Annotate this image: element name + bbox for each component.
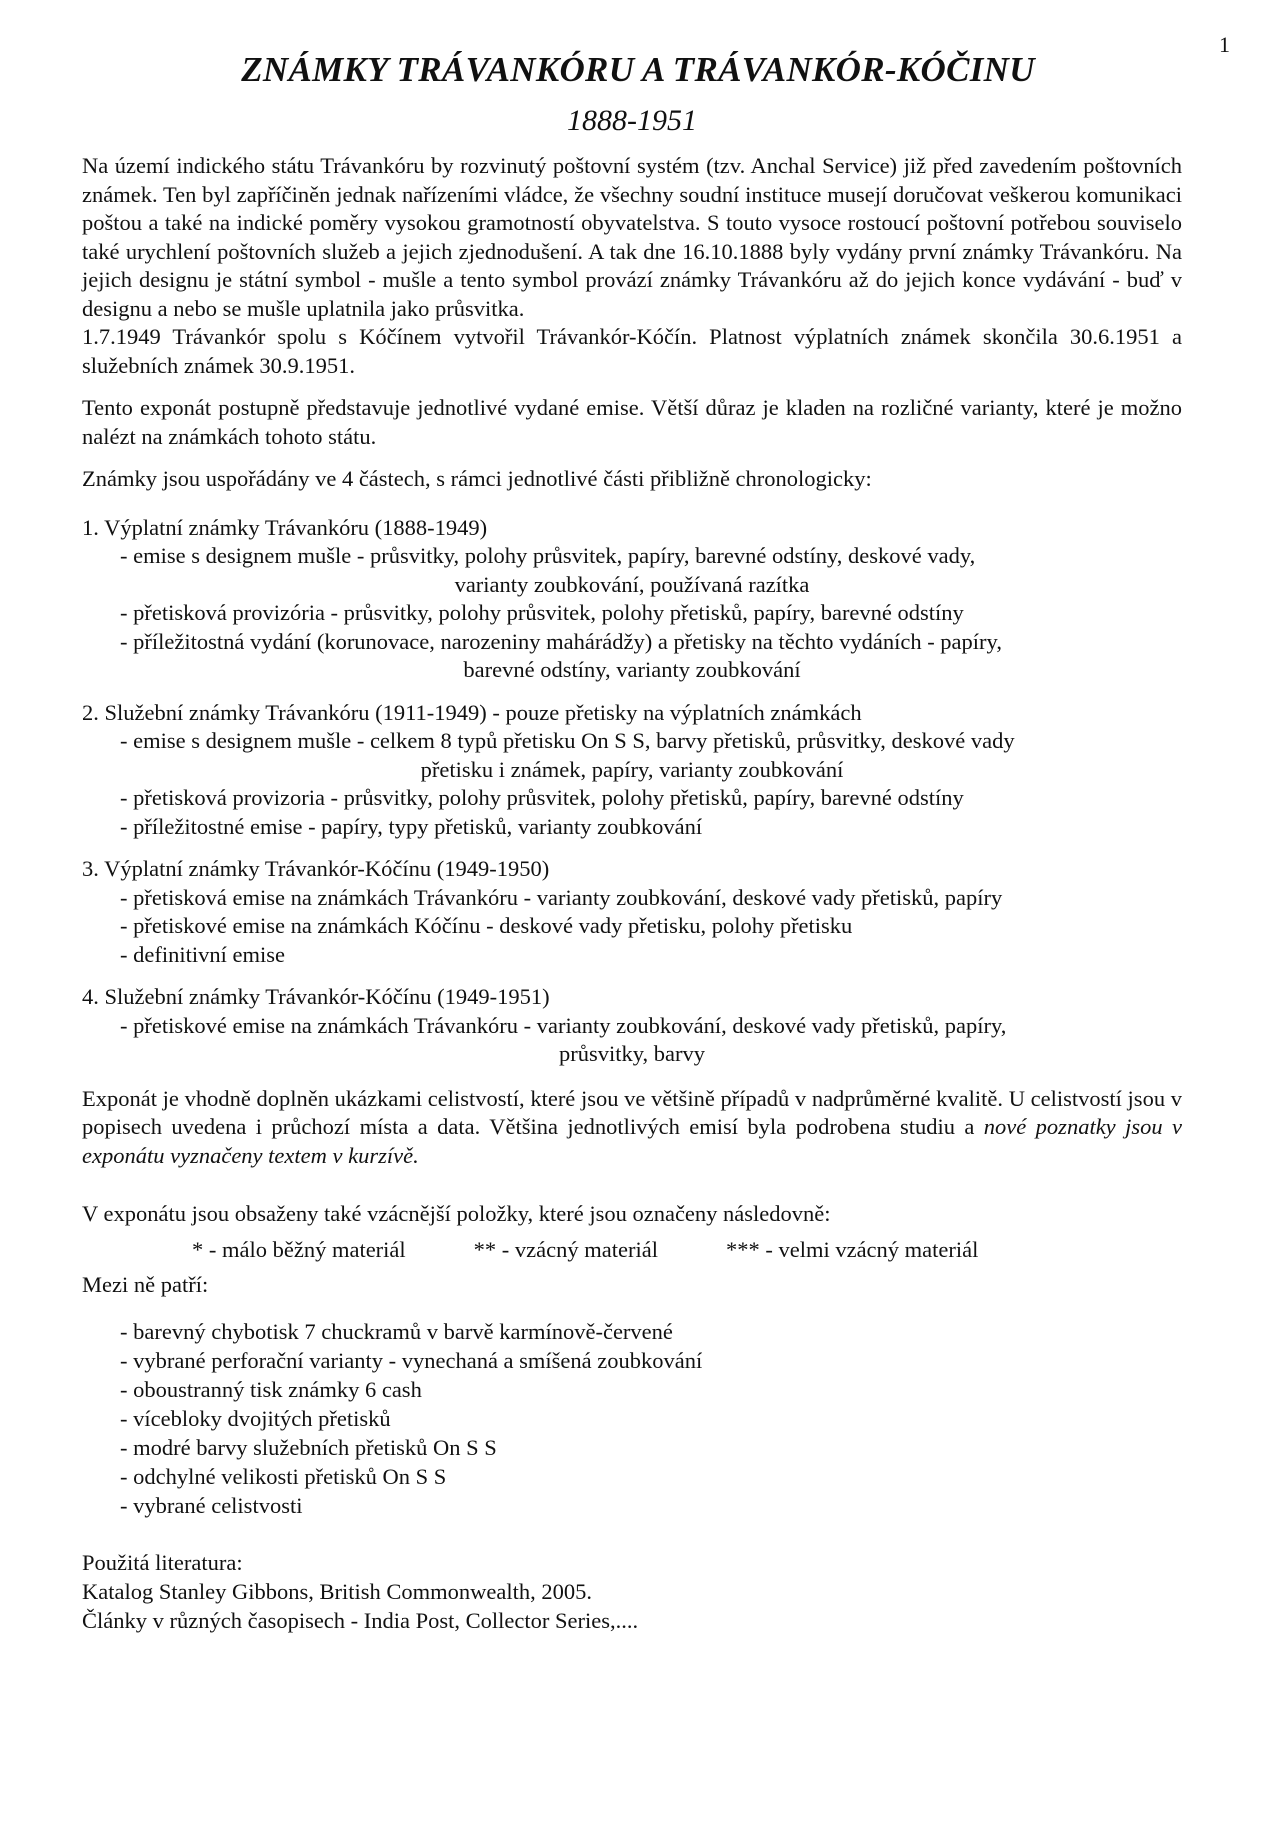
rare-items-list [82,1317,1182,1520]
section-4 [82,983,1182,1069]
section-title: 1. Výplatní známky Trávankóru (1888-1949) [82,514,488,540]
legend-item-1: * - málo běžný materiál [192,1236,406,1262]
section-line-continuation: varianty zoubkování, používaná razítka [454,571,810,597]
section-1 [82,514,1182,685]
section-2 [82,699,1182,842]
supplement-text: Exponát je vhodně doplněn ukázkami celistvostí, které jsou ve většině případů v nadprůměrné kvalitě. U celistvostí jsou v popisech uvedena i průchozí místa a data. Většina jednotlivých emisí byla podrobena studiu a [82,1085,1182,1139]
section-line: - přetisková emise na známkách Trávankóru - varianty zoubkování, deskové vady přetisků, papíry [120,884,1003,910]
section-line: - emise s designem mušle - průsvitky, polohy průsvitek, papíry, barevné odstíny, deskové vady, [120,543,976,568]
legend-item-3: *** - velmi vzácný materiál [725,1236,979,1262]
rare-list-item: - vybrané celistvosti [120,1493,303,1518]
literature-label: Použitá literatura: [82,1550,243,1575]
arrangement-text: Známky jsou uspořádány ve 4 částech, s rámci jednotlivé části přibližně chronologicky: [82,466,872,491]
rare-list-item: - barevný chybotisk 7 chuckramů v barvě karmínově-červené [120,1319,673,1344]
document-title: ZNÁMKY TRÁVANKÓRU A TRÁVANKÓR-KÓČINU [241,50,1035,89]
rare-list-item: - vybrané perforační varianty - vynechaná a smíšená zoubkování [120,1348,703,1373]
section-line: - emise s designem mušle - celkem 8 typů přetisku On S S, barvy přetisků, průsvitky, deskové vady [120,728,1015,753]
exhibit-intro: Tento exponát postupně představuje jednotlivé vydané emise. Větší důraz je kladen na rozličné varianty, které je možno nalézt na známkách tohoto státu. [82,395,1182,449]
supplement-italic: nové poznatky jsou v exponátu vyznačeny textem v kurzívě. [82,1114,1182,1168]
rare-list-item: - vícebloky dvojitých přetisků [120,1406,391,1431]
section-title: 2. Služební známky Trávankóru (1911-1949) - pouze přetisky na výplatních známkách [82,699,862,725]
document-years: 1888-1951 [567,104,697,137]
rare-list-item: - modré barvy služebních přetisků On S S [120,1435,497,1460]
section-line: - příležitostné emise - papíry, typy přetisků, varianty zoubkování [120,813,703,839]
section-line-continuation: barevné odstíny, varianty zoubkování [463,657,801,682]
section-line: - přetisková provizória - průsvitky, polohy průsvitek, polohy přetisků, papíry, barevné odstíny [120,600,964,625]
literature-block [82,1548,1182,1635]
rare-list-item: - odchylné velikosti přetisků On S S [120,1464,447,1489]
section-title: 3. Výplatní známky Trávankór-Kóčínu (1949-1950) [82,856,550,881]
literature-item: Články v různých časopisech - India Post, Collector Series,.... [82,1608,639,1633]
among-label: Mezi ně patří: [82,1271,209,1297]
intro-paragraph-1: Na území indického státu Trávankóru by rozvinutý poštovní systém (tzv. Anchal Service) již před zavedením poštovních známek. Ten byl zapříčiněn jednak nařízeními vládce, že všechny soudní instituce musejí doručovat veškerou komunikaci poštou a také na indické poměry vysokou gramotností obyvatelstva. S touto vysoce rostoucí poštovní potřebou souviselo také urychlení poštovních služeb a jejich zjednodušení. A tak dne 16.10.1888 byly vydány první známky Trávankóru. Na jejich designu je státní symbol - mušle a tento symbol provází známky Trávankóru až do jejich konce vydávání - buď v designu a nebo se mušle uplatnila jako průsvitka. [82,153,1182,321]
section-line: - přetisková provizoria - průsvitky, polohy průsvitek, polohy přetisků, papíry, barevné odstíny [120,785,964,810]
page-number: 1 [1219,32,1230,57]
rare-intro: V exponátu jsou obsaženy také vzácnější položky, které jsou označeny následovně: [82,1201,831,1226]
section-line: - definitivní emise [120,941,285,967]
section-line-continuation: přetisku i známek, papíry, varianty zoubkování [420,756,844,782]
supplement-paragraph [82,1085,1182,1171]
rare-list-item: - oboustranný tisk známky 6 cash [120,1377,422,1402]
section-line: - přetiskové emise na známkách Kóčínu - deskové vady přetisku, polohy přetisku [120,913,853,938]
sections-list [82,514,1182,1069]
intro-paragraph-2: 1.7.1949 Trávankór spolu s Kóčínem vytvořil Trávankór-Kóčín. Platnost výplatních známek skončila 30.6.1951 a služebních známek 30.9.1951. [82,324,1182,378]
section-line: - přetiskové emise na známkách Trávankóru - varianty zoubkování, deskové vady přetisků, papíry, [120,1012,1007,1038]
legend-item-2: ** - vzácný materiál [473,1236,658,1262]
section-3 [82,855,1182,969]
section-line: - příležitostná vydání (korunovace, narozeniny mahárádžy) a přetisky na těchto vydáních - papíry, [120,628,1002,654]
section-line-continuation: průsvitky, barvy [558,1041,706,1066]
section-title: 4. Služební známky Trávankór-Kóčínu (1949-1951) [82,984,550,1009]
literature-item: Katalog Stanley Gibbons, British Commonwealth, 2005. [82,1579,592,1604]
rarity-legend [82,1235,1182,1265]
